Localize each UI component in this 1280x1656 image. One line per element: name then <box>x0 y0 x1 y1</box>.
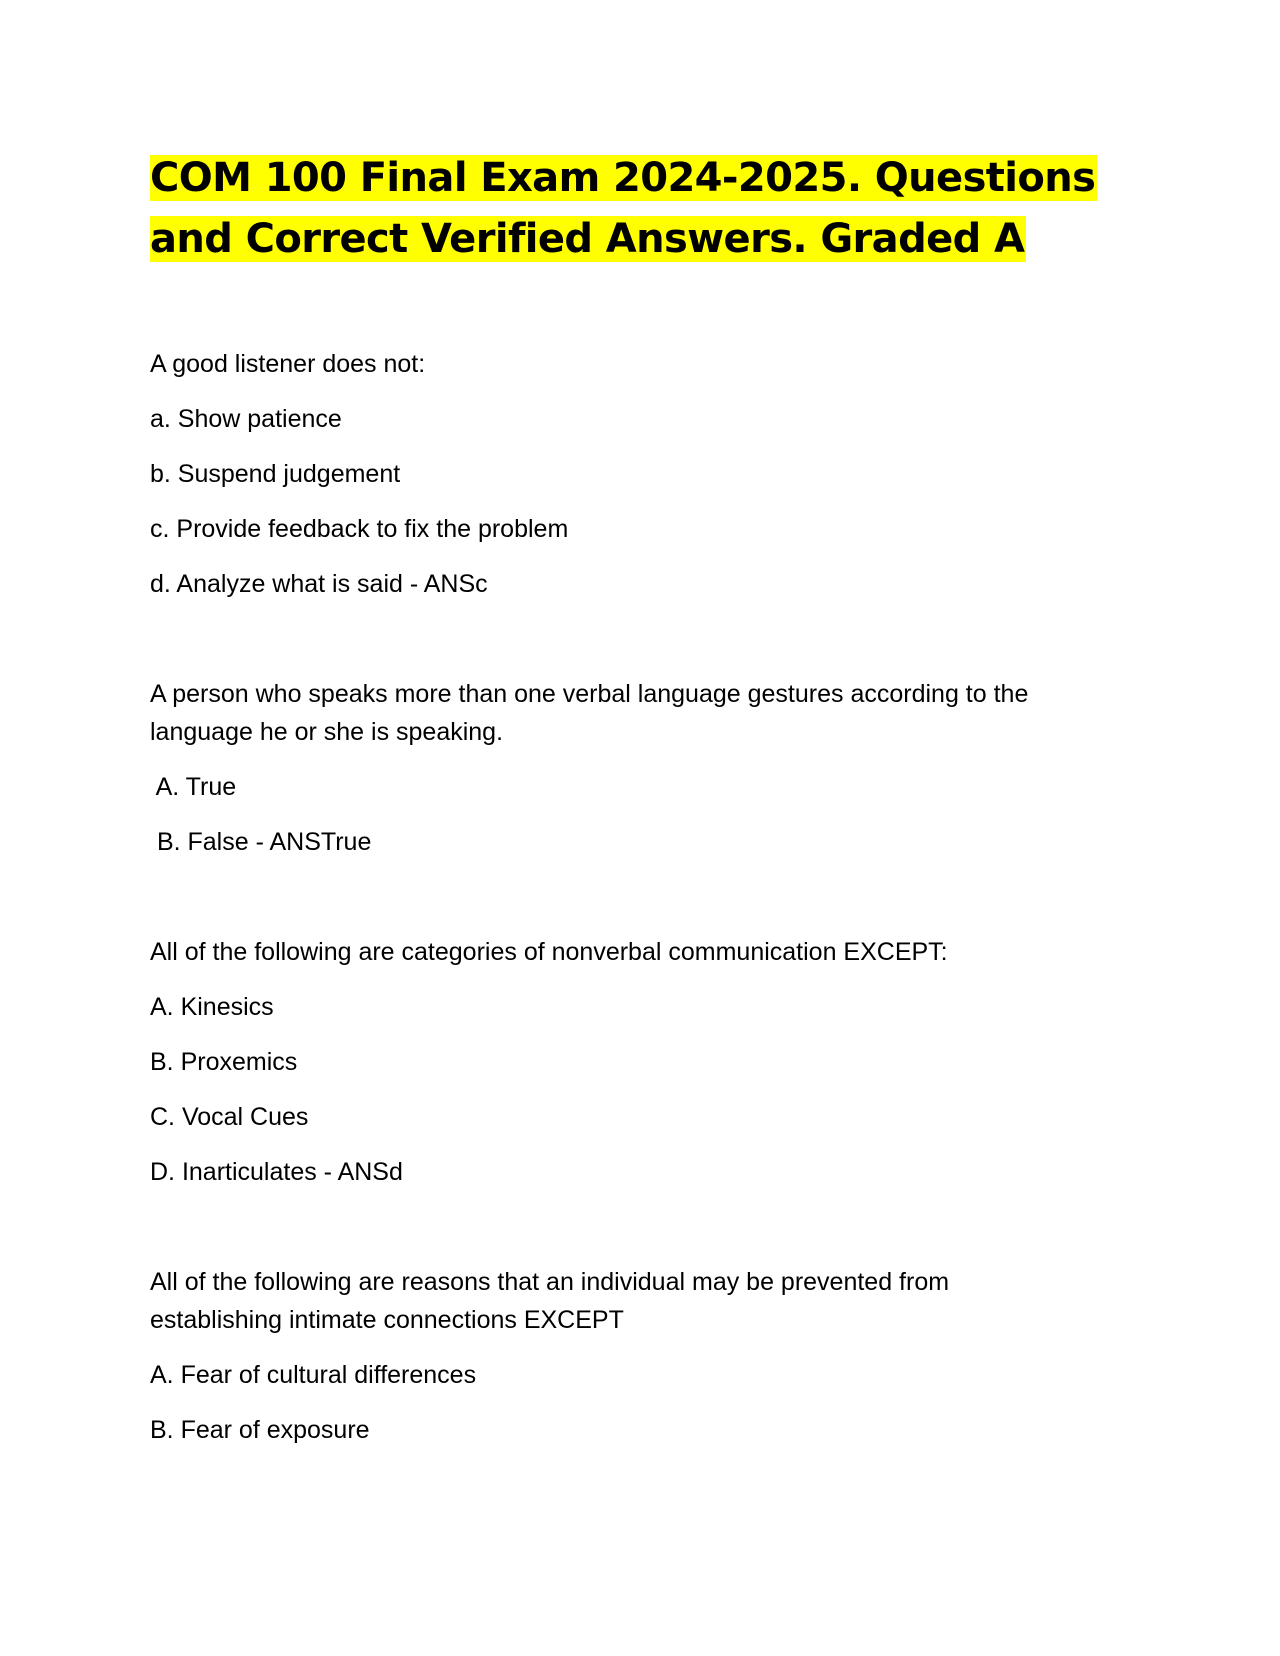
question-2-option-a: A. True <box>150 773 237 801</box>
title-line-2 <box>150 209 1150 270</box>
question-4-option-a: A. Fear of cultural differences <box>150 1361 477 1389</box>
question-4-option-b: B. Fear of exposure <box>150 1416 370 1444</box>
question-1-option-c: c. Provide feedback to fix the problem <box>150 515 569 543</box>
question-1-option-d: d. Analyze what is said - ANSc <box>150 570 488 598</box>
question-3-stem: All of the following are categories of nonverbal communication EXCEPT: <box>150 938 948 966</box>
question-4-stem-line-1: All of the following are reasons that an individual may be prevented from <box>150 1268 950 1296</box>
question-2-stem-line-2: language he or she is speaking. <box>150 718 504 746</box>
question-3-option-c: C. Vocal Cues <box>150 1103 309 1131</box>
question-3-option-b: B. Proxemics <box>150 1048 298 1076</box>
question-3-option-a: A. Kinesics <box>150 993 274 1021</box>
question-1-option-b: b. Suspend judgement <box>150 460 401 488</box>
question-2-stem-line-1: A person who speaks more than one verbal language gestures according to the <box>150 680 1029 708</box>
question-4-stem-line-2: establishing intimate connections EXCEPT <box>150 1306 624 1334</box>
question-1-stem: A good listener does not: <box>150 350 426 378</box>
question-2-option-b: B. False - ANSTrue <box>150 828 372 856</box>
question-3-option-d: D. Inarticulates - ANSd <box>150 1158 403 1186</box>
title-highlight-1: COM 100 Final Exam 2024-2025. Questions <box>150 155 1096 201</box>
title-highlight-2: and Correct Verified Answers. Graded A <box>150 216 1025 262</box>
question-1-option-a: a. Show patience <box>150 405 342 433</box>
title-line-1 <box>150 148 1150 209</box>
document-title <box>150 148 1150 270</box>
